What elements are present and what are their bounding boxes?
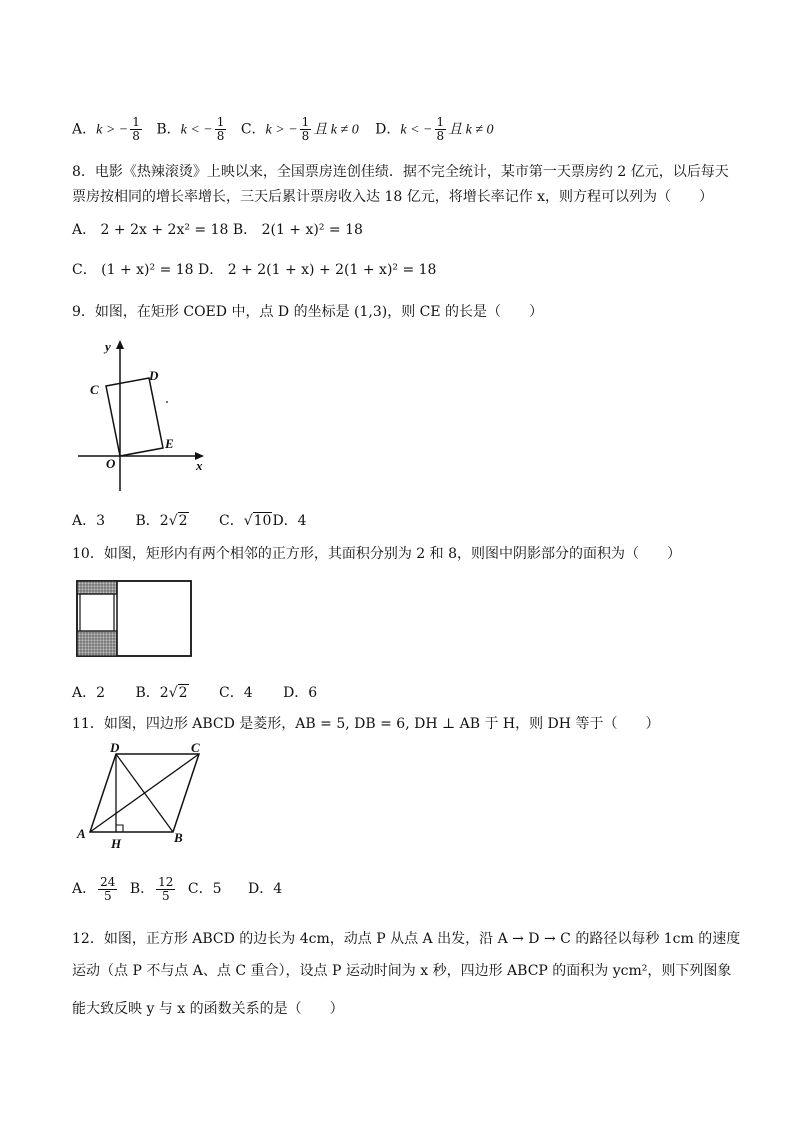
q8-line-2: 票房按相同的增长率增长，三天后累计票房收入达 18 亿元，将增长率记作 x，则方程可以列为（ ） (72, 189, 714, 205)
fraction: $\frac{1}{8}$ (436, 115, 445, 143)
label-c: C (90, 382, 99, 397)
q11-stem: 11．如图，四边形 ABCD 是菱形，AB = 5, DB = 6, DH ⊥ AB 于 H，则 DH 等于（ ） (72, 716, 660, 732)
q8-options-ab: A． 2 + 2x + 2x² = 18 B． 2(1 + x)² = 18 (72, 222, 363, 238)
q12-line-3: 能大致反映 y 与 x 的函数关系的是（ ） (72, 1001, 344, 1017)
q10-figure (74, 578, 196, 660)
fraction: $\frac{24}{5}$ (100, 874, 116, 903)
q9-stem: 9．如图，在矩形 COED 中，点 D 的坐标是 (1,3)，则 CE 的长是（ ） (72, 304, 544, 320)
q11-options: A． $\frac{24}{5}$ B． $\frac{12}{5}$ C．5 D．4 (72, 874, 283, 903)
right-angle-mark (116, 825, 123, 832)
q9-figure (74, 336, 214, 496)
shaded-square-bottom (77, 631, 117, 656)
q8-options-cd: C． (1 + x)² = 18 D． 2 + 2(1 + x) + 2(1 + x)² = 18 (72, 262, 437, 278)
q12-line-2: 运动（点 P 不与点 A、点 C 重合），设点 P 运动时间为 x 秒，四边形 ABCP 的面积为 ycm²，则下列图象 (72, 963, 732, 979)
label-e: E (165, 436, 174, 451)
label-d: D (110, 742, 120, 755)
label-a: A (77, 826, 86, 841)
label-b: B (174, 830, 183, 845)
q12-line-1: 12．如图，正方形 ABCD 的边长为 4cm，动点 P 从点 A 出发，沿 A → D → C 的路径以每秒 1cm 的速度 (72, 931, 741, 947)
fraction: $\frac{1}{8}$ (132, 115, 140, 143)
label-d: D (149, 368, 159, 383)
fraction: $\frac{1}{8}$ (216, 115, 225, 143)
q7-options (72, 116, 494, 143)
q8-line-1: 8．电影《热辣滚烫》上映以来，全国票房连创佳绩．据不完全统计，某市第一天票房约 2 亿元，以后每天 (72, 164, 729, 180)
q10-options: A．2 B．2√2 C．4 D．6 (72, 685, 318, 701)
sqrt-sign: √ (168, 685, 178, 701)
q9-options: A．3 B．2√2 C．√10D．4 (72, 513, 307, 529)
q10-stem: 10．如图，矩形内有两个相邻的正方形，其面积分别为 2 和 8，则图中阴影部分的面积为（ ） (72, 546, 681, 562)
small-square (80, 594, 114, 631)
y-arrow (116, 340, 124, 349)
q7-option-b: B．k < − $\frac{1}{8}$ (156, 115, 225, 143)
label-y: y (105, 339, 111, 354)
q11-figure (74, 742, 214, 854)
label-o: O (106, 456, 116, 471)
label-h: H (111, 836, 122, 851)
sqrt-sign: √ (243, 513, 253, 529)
q7-option-d: D．k < − $\frac{1}{8}$ 且 k ≠ 0 (375, 115, 494, 143)
diagonal-db (116, 754, 173, 832)
q7-option-c: C．k > − $\frac{1}{8}$ 且 k ≠ 0 (240, 115, 359, 143)
rectangle-coed (106, 378, 163, 456)
fraction: $\frac{12}{5}$ (158, 874, 174, 903)
label-c: C (191, 742, 200, 755)
sqrt-sign: √ (168, 513, 178, 529)
stray-dot (166, 401, 168, 403)
shaded-strip-top (77, 581, 117, 594)
q7-option-a: A．k > − $\frac{1}{8}$ (72, 115, 140, 143)
fraction: $\frac{1}{8}$ (301, 115, 310, 143)
label-x: x (196, 458, 203, 473)
